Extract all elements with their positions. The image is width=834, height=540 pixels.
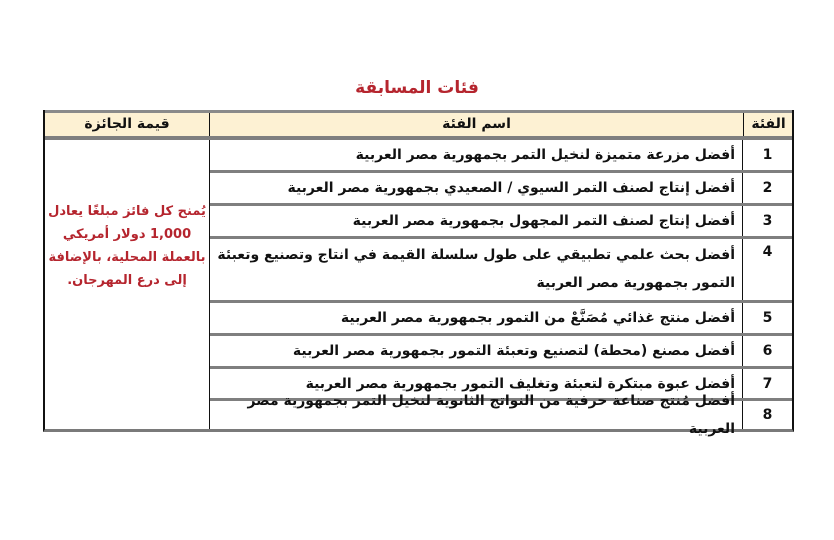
category-number: 5	[762, 310, 773, 326]
table-row	[210, 239, 792, 303]
prize-line: إلى درع المهرجان.	[67, 273, 187, 288]
category-number: 1	[762, 147, 773, 163]
page-title: فئات المسابقة	[355, 78, 479, 98]
prize-line: 1,000 دولار أمريكي	[62, 227, 192, 242]
category-name: أفضل مصنع (محطة) لتصنيع وتعبئة التمور بجمهورية مصر العربية	[292, 343, 735, 359]
category-name: أفضل بحث علمي تطبيقي على طول سلسلة القيمة في انتاج وتصنيع وتعبئة التمور بجمهورية مصر العربية	[217, 247, 735, 291]
table-row	[210, 140, 792, 173]
table-header	[45, 110, 792, 140]
category-number: 8	[762, 407, 773, 423]
category-name: أفضل مزرعة متميزة لنخيل التمر بجمهورية مصر العربية	[355, 147, 735, 163]
table-row	[210, 173, 792, 206]
table-row	[210, 206, 792, 239]
table-row	[210, 303, 792, 336]
category-name: أفضل إنتاج لصنف التمر السيوي / الصعيدي بجمهورية مصر العربية	[287, 180, 735, 196]
header-category-number: الفئة	[743, 113, 793, 136]
competition-categories-table	[43, 110, 794, 437]
prize-line: يُمنح كل فائز مبلغًا يعادل	[48, 204, 206, 219]
category-number: 7	[762, 375, 773, 392]
prize-description	[45, 200, 209, 292]
header-prize-value: قيمة الجائزة	[45, 113, 210, 136]
prize-line: بالعملة المحلية، بالإضافة	[48, 250, 206, 265]
category-number: 3	[762, 213, 773, 229]
category-name: أفضل منتج غذائي مُصَنَّعْ من التمور بجمهورية مصر العربية	[340, 310, 735, 326]
table-row	[210, 393, 792, 437]
category-number: 2	[762, 180, 773, 196]
header-category-name: اسم الفئة	[442, 116, 511, 132]
category-name: أفضل مُنتج صناعة حرفية من النواتج الثانوية لنخيل التمر بجمهورية مصر العربية	[247, 393, 735, 437]
table-row	[210, 336, 792, 369]
category-name: أفضل عبوة مبتكرة لتعبئة وتغليف التمور بجمهورية مصر العربية	[305, 375, 735, 392]
category-name: أفضل إنتاج لصنف التمر المجهول بجمهورية مصر العربية	[352, 213, 735, 229]
category-number: 6	[762, 343, 773, 359]
category-number: 4	[762, 244, 773, 260]
